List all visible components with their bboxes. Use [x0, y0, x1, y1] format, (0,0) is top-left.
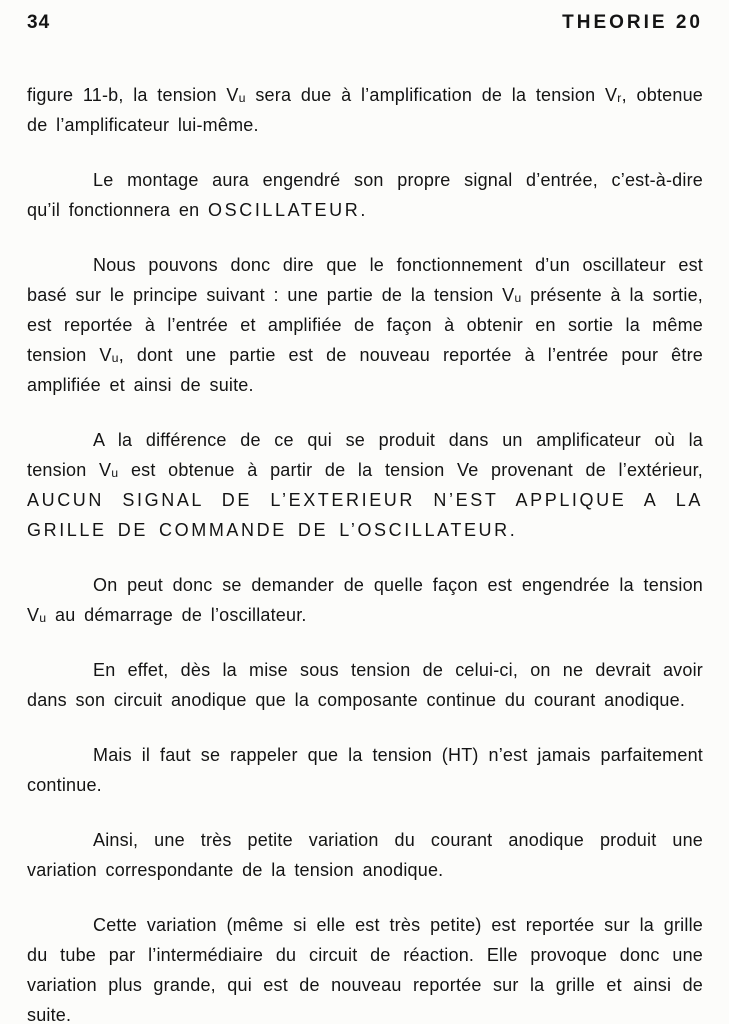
- paragraph-text: Mais il faut se rappeler que la tension (HT) n’est jamais parfaitement continue.: [27, 745, 703, 795]
- page-number: 34: [27, 12, 51, 33]
- page-header: [27, 12, 703, 34]
- paragraph-text: Ainsi, une très petite variation du courant anodique produit une variation correspondante de la tension anodique.: [27, 830, 703, 880]
- caps-text-oscillateur: OSCILLATEUR.: [208, 200, 368, 220]
- paragraph-variation-reportee: [27, 910, 703, 1024]
- paragraph-tension-ht: [27, 740, 703, 800]
- paragraph-demarrage-oscillateur: [27, 570, 703, 630]
- paragraph-text: Cette variation (même si elle est très petite) est reportée sur la grille du tube par l’intermédiaire du circuit de réaction. Elle provoque donc une variation plus grande, qui est de nouveau reportée sur la grille et ainsi de suite.: [27, 915, 703, 1024]
- paragraph-mise-sous-tension: [27, 655, 703, 715]
- paragraph-text: On peut donc se demander de quelle façon est engendrée la tension Vᵤ au démarrage de l’oscillateur.: [27, 575, 703, 625]
- paragraph-text: figure 11-b, la tension Vᵤ sera due à l’amplification de la tension Vᵣ, obtenue de l’amplificateur lui-même.: [27, 85, 703, 135]
- paragraph-figure-11b: [27, 80, 703, 140]
- paragraph-text: A la différence de ce qui se produit dans un amplificateur où la tension Vᵤ est obtenue à partir de la tension Ve provenant de l’extérieur,: [27, 430, 703, 480]
- paragraph-text: Le montage aura engendré son propre signal d’entrée, c’est-à-dire qu’il fonctionnera en: [27, 170, 703, 220]
- paragraph-text: Nous pouvons donc dire que le fonctionnement d’un oscillateur est basé sur le principe suivant : une partie de la tension Vᵤ présente à la sortie, est reportée à l’entrée et amplifiée de façon à obtenir en sortie la même tension Vᵤ, dont une partie est de nouveau reportée à l’entrée pour être amplifiée et ainsi de suite.: [27, 255, 703, 395]
- paragraph-difference-amplificateur: [27, 425, 703, 545]
- paragraph-petite-variation: [27, 825, 703, 885]
- page-body: [27, 80, 703, 1024]
- paragraph-principe-fonctionnement: [27, 250, 703, 400]
- paragraph-montage-oscillateur: [27, 165, 703, 225]
- section-title: THEORIE 20: [562, 12, 703, 33]
- caps-text-aucun-signal: AUCUN SIGNAL DE L’EXTERIEUR N’EST APPLIQUE A LA GRILLE DE COMMANDE DE L’OSCILLATEUR.: [27, 490, 703, 540]
- paragraph-text: En effet, dès la mise sous tension de celui-ci, on ne devrait avoir dans son circuit anodique que la composante continue du courant anodique.: [27, 660, 703, 710]
